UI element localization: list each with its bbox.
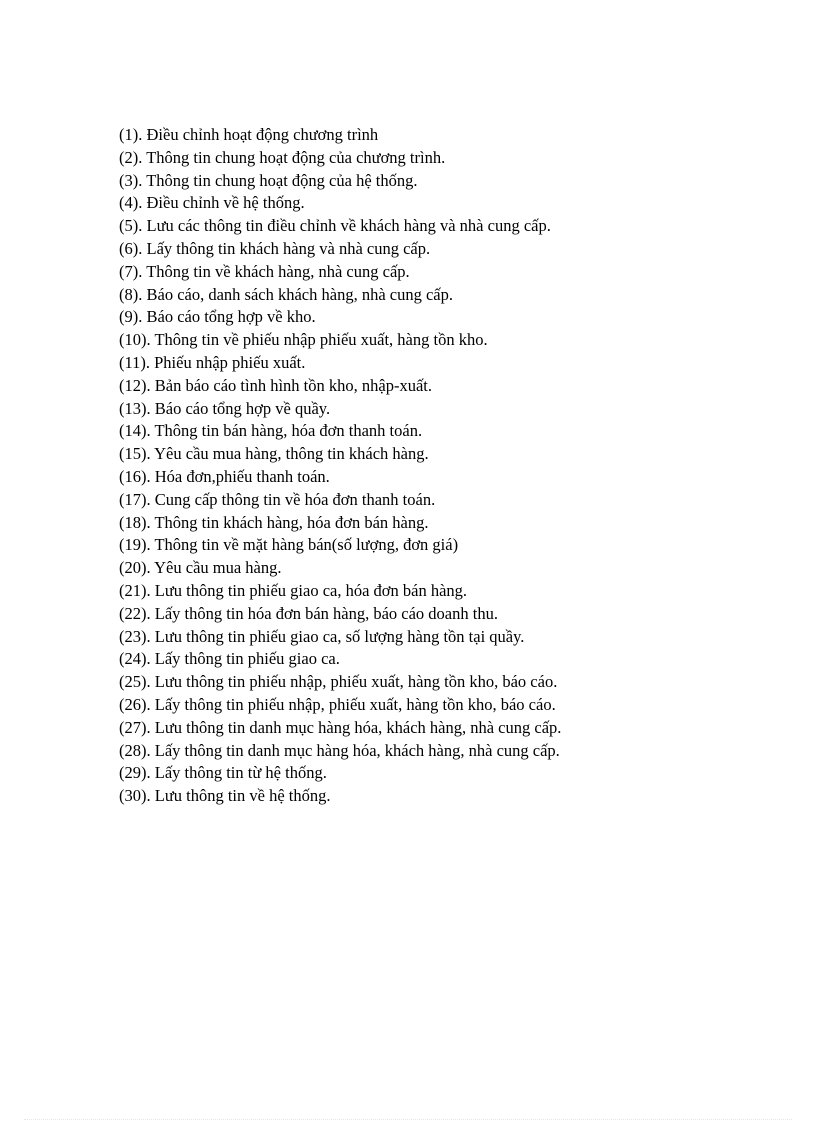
list-item: (10). Thông tin về phiếu nhập phiếu xuất, hàng tồn kho. bbox=[119, 330, 488, 350]
list-item: (24). Lấy thông tin phiếu giao ca. bbox=[119, 649, 340, 669]
list-item: (16). Hóa đơn,phiếu thanh toán. bbox=[119, 466, 330, 486]
list-item: (18). Thông tin khách hàng, hóa đơn bán hàng. bbox=[119, 512, 429, 532]
numbered-list bbox=[119, 124, 561, 808]
list-item: (22). Lấy thông tin hóa đơn bán hàng, báo cáo doanh thu. bbox=[119, 603, 498, 623]
list-item: (2). Thông tin chung hoạt động của chương trình. bbox=[119, 147, 446, 167]
list-item: (28). Lấy thông tin danh mục hàng hóa, khách hàng, nhà cung cấp. bbox=[119, 740, 560, 760]
list-item: (17). Cung cấp thông tin về hóa đơn thanh toán. bbox=[119, 489, 436, 509]
page-bottom-divider bbox=[24, 1119, 792, 1120]
list-item: (1). Điều chỉnh hoạt động chương trình bbox=[119, 125, 379, 144]
list-item: (29). Lấy thông tin từ hệ thống. bbox=[119, 763, 327, 783]
list-item: (25). Lưu thông tin phiếu nhập, phiếu xuất, hàng tồn kho, báo cáo. bbox=[119, 672, 558, 692]
list-item: (15). Yêu cầu mua hàng, thông tin khách hàng. bbox=[119, 444, 429, 464]
list-item: (27). Lưu thông tin danh mục hàng hóa, khách hàng, nhà cung cấp. bbox=[119, 717, 562, 737]
list-item: (5). Lưu các thông tin điều chỉnh về khách hàng và nhà cung cấp. bbox=[119, 216, 551, 236]
list-item: (19). Thông tin về mặt hàng bán(số lượng, đơn giá) bbox=[119, 535, 459, 555]
list-item: (20). Yêu cầu mua hàng. bbox=[119, 558, 282, 578]
list-item: (12). Bản báo cáo tình hình tồn kho, nhập-xuất. bbox=[119, 375, 432, 395]
list-item: (30). Lưu thông tin về hệ thống. bbox=[119, 786, 331, 806]
list-item: (13). Báo cáo tổng hợp về quầy. bbox=[119, 398, 331, 418]
list-item: (14). Thông tin bán hàng, hóa đơn thanh toán. bbox=[119, 421, 423, 441]
list-item: (7). Thông tin về khách hàng, nhà cung cấp. bbox=[119, 261, 410, 281]
list-item: (21). Lưu thông tin phiếu giao ca, hóa đơn bán hàng. bbox=[119, 580, 468, 600]
list-item: (26). Lấy thông tin phiếu nhập, phiếu xuất, hàng tồn kho, báo cáo. bbox=[119, 694, 556, 714]
list-item: (6). Lấy thông tin khách hàng và nhà cung cấp. bbox=[119, 238, 431, 258]
list-item: (4). Điều chỉnh về hệ thống. bbox=[119, 193, 305, 213]
list-item: (23). Lưu thông tin phiếu giao ca, số lượng hàng tồn tại quầy. bbox=[119, 626, 525, 646]
list-item: (8). Báo cáo, danh sách khách hàng, nhà cung cấp. bbox=[119, 284, 453, 304]
list-item: (9). Báo cáo tổng hợp về kho. bbox=[119, 307, 316, 327]
list-item: (3). Thông tin chung hoạt động của hệ thống. bbox=[119, 170, 418, 190]
list-item: (11). Phiếu nhập phiếu xuất. bbox=[119, 352, 306, 372]
